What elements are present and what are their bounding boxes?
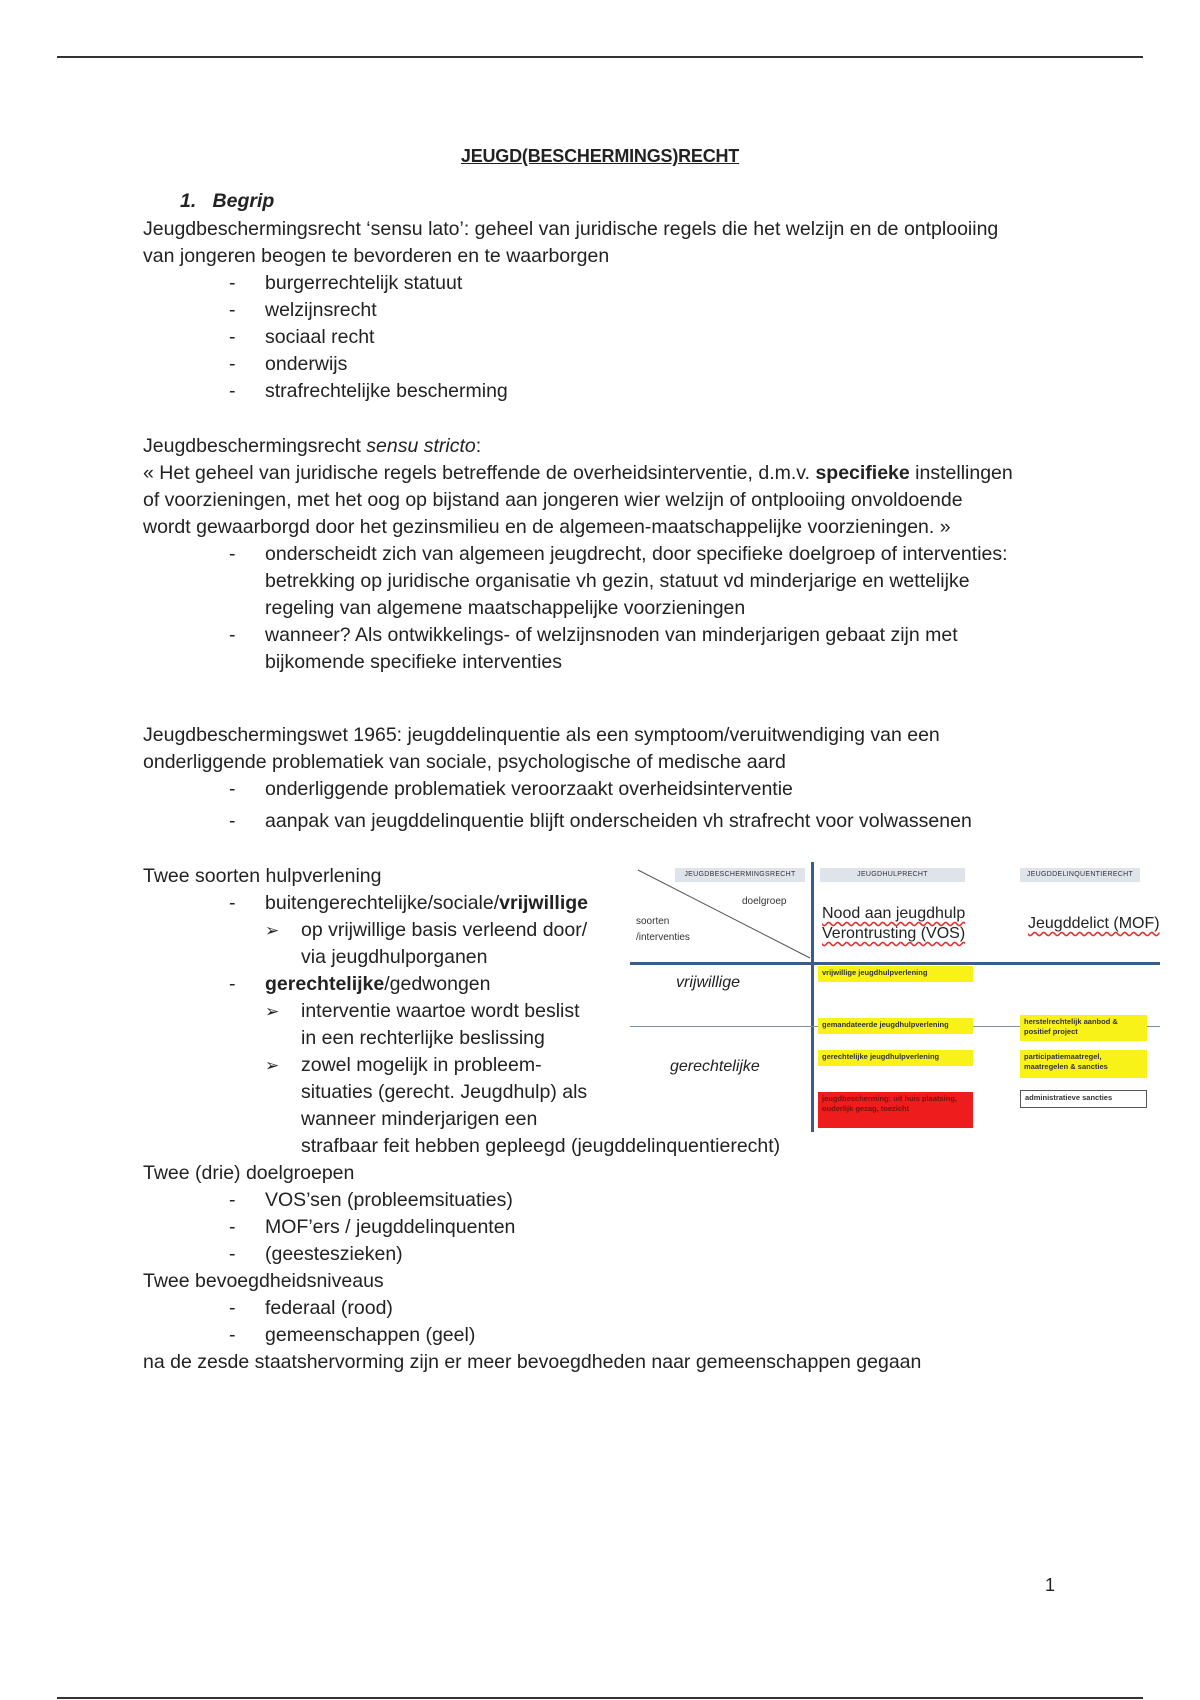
list-item: gemeenschappen (geel) — [265, 1324, 476, 1346]
stricto-bullet-1-line-1: onderscheidt zich van algemeen jeugdrecht, door specifieke doelgroep of interventies: — [265, 543, 1008, 565]
hulp-item-2: gerechtelijke/gedwongen — [265, 973, 491, 995]
doelgroepen-heading: Twee (drie) doelgroepen — [143, 1162, 355, 1184]
header-jeugdbescherming: JEUGDBESCHERMINGSRECHT — [675, 868, 805, 882]
competence-diagram — [630, 862, 1160, 1132]
box-herstelrechtelijk: herstelrechtelijk aanbod & positief project — [1020, 1015, 1147, 1041]
hulp-sub: wanneer minderjarigen een — [301, 1108, 538, 1130]
doelgroep-label: doelgroep — [742, 896, 787, 907]
section-title: Begrip — [212, 190, 275, 212]
closing-line: na de zesde staatshervorming zijn er meer bevoegdheden naar gemeenschappen gegaan — [143, 1351, 922, 1373]
list-item: onderwijs — [265, 353, 348, 375]
hulp-item-1: buitengerechtelijke/sociale/vrijwillige — [265, 892, 589, 914]
list-item: sociaal recht — [265, 326, 375, 348]
row-gerechtelijke: gerechtelijke — [670, 1058, 760, 1075]
col2-line-1: Nood aan jeugdhulp — [822, 905, 966, 922]
intro-line-2: van jongeren beogen te bevorderen en te waarborgen — [143, 245, 610, 267]
stricto-quote-2: of voorzieningen, met het oog op bijstand aan jongeren wier welzijn of ontplooiing onvoldoende — [143, 489, 963, 511]
box-federaal-jeugdbescherming: jeugdbescherming: uit huis plaatsing, ouderlijk gezag, toezicht — [818, 1092, 973, 1128]
header-jeugddelinquentie: JEUGDDELINQUENTIERECHT — [1020, 868, 1140, 882]
box-gerechtelijke-jeugdhulp: gerechtelijke jeugdhulpverlening — [818, 1050, 973, 1066]
stricto-label: Jeugdbeschermingsrecht sensu stricto: — [143, 435, 482, 457]
bullet-dash: - — [229, 353, 236, 375]
bullet-dash: - — [229, 1216, 236, 1238]
bullet-dash: - — [229, 272, 236, 294]
hulp-heading: Twee soorten hulpverlening — [143, 865, 382, 887]
list-item: federaal (rood) — [265, 1297, 393, 1319]
intro-line-1: Jeugdbeschermingsrecht ‘sensu lato’: geheel van juridische regels die het welzijn en de ontplooiing — [143, 218, 999, 240]
bullet-dash: - — [229, 1297, 236, 1319]
arrow-bullet-icon: ➢ — [265, 921, 280, 940]
hulp-sub: zowel mogelijk in probleem- — [301, 1054, 542, 1076]
bullet-dash: - — [229, 326, 236, 348]
hulp-sub: op vrijwillige basis verleend door/ — [301, 919, 588, 941]
bullet-dash: - — [229, 778, 236, 800]
interventies-label: /interventies — [636, 932, 690, 943]
list-item: burgerrechtelijk statuut — [265, 272, 463, 294]
hulp-sub: situaties (gerecht. Jeugdhulp) als — [301, 1081, 588, 1103]
list-item: VOS’sen (probleemsituaties) — [265, 1189, 513, 1211]
box-gemandateerde-jeugdhulp: gemandateerde jeugdhulpverlening — [818, 1018, 973, 1034]
bullet-dash: - — [229, 299, 236, 321]
top-rule — [57, 56, 1143, 58]
header-jeugdhulp: JEUGDHULPRECHT — [820, 868, 965, 882]
list-item: MOF’ers / jeugddelinquenten — [265, 1216, 516, 1238]
soorten-label: soorten — [636, 916, 670, 927]
page-title: JEUGD(BESCHERMINGS)RECHT — [460, 146, 740, 166]
wet1965-line-2: onderliggende problematiek van sociale, psychologische of medische aard — [143, 751, 786, 773]
bullet-dash: - — [229, 543, 236, 565]
arrow-bullet-icon: ➢ — [265, 1002, 280, 1021]
stricto-quote-3: wordt gewaarborgd door het gezinsmilieu en de algemeen-maatschappelijke voorzieningen. » — [143, 516, 951, 538]
wet1965-line-1: Jeugdbeschermingswet 1965: jeugddelinquentie als een symptoom/veruitwendiging van een — [143, 724, 940, 746]
bullet-dash: - — [229, 973, 236, 995]
bullet-dash: - — [229, 1324, 236, 1346]
hulp-sub: in een rechterlijke beslissing — [301, 1027, 545, 1049]
bullet-dash: - — [229, 1243, 236, 1265]
box-administratieve-sancties: administratieve sancties — [1020, 1090, 1147, 1108]
stricto-bullet-1-line-2: betrekking op juridische organisatie vh gezin, statuut vd minderjarige en wettelijke — [265, 570, 970, 592]
row-vrijwillige: vrijwillige — [676, 974, 741, 991]
hulp-sub: strafbaar feit hebben gepleegd (jeugddelinquentierecht) — [301, 1135, 781, 1157]
list-item: (geesteszieken) — [265, 1243, 403, 1265]
list-item: onderliggende problematiek veroorzaakt overheidsinterventie — [265, 778, 793, 800]
stricto-bullet-2-line-1: wanneer? Als ontwikkelings- of welzijnsnoden van minderjarigen gebaat zijn met — [265, 624, 958, 646]
section-number: 1. — [180, 190, 197, 212]
bullet-dash: - — [229, 810, 236, 832]
bevoegdheid-heading: Twee bevoegdheidsniveaus — [143, 1270, 384, 1292]
section-heading — [180, 190, 274, 213]
list-item: strafrechtelijke bescherming — [265, 380, 508, 402]
column-divider — [811, 862, 814, 1132]
arrow-bullet-icon: ➢ — [265, 1056, 280, 1075]
stricto-quote-1: « Het geheel van juridische regels betreffende de overheidsinterventie, d.m.v. specifieke instellingen — [143, 462, 1013, 484]
stricto-bullet-2-line-2: bijkomende specifieke interventies — [265, 651, 562, 673]
box-participatie: participatiemaatregel, maatregelen & sancties — [1020, 1050, 1147, 1078]
header-divider — [630, 962, 1160, 965]
list-item: welzijnsrecht — [265, 299, 377, 321]
bullet-dash: - — [229, 1189, 236, 1211]
bullet-dash: - — [229, 624, 236, 646]
page-number: 1 — [1045, 1575, 1056, 1595]
col3-label: Jeugddelict (MOF) — [1028, 915, 1160, 932]
bullet-dash: - — [229, 892, 236, 914]
stricto-bullet-1-line-3: regeling van algemene maatschappelijke voorzieningen — [265, 597, 746, 619]
bullet-dash: - — [229, 380, 236, 402]
box-vrijwillige-jeugdhulp: vrijwillige jeugdhulpverlening — [818, 966, 973, 982]
hulp-sub: via jeugdhulporganen — [301, 946, 488, 968]
hulp-sub: interventie waartoe wordt beslist — [301, 1000, 580, 1022]
col2-line-2: Verontrusting (VOS) — [822, 925, 966, 942]
diagonal-divider — [630, 862, 820, 962]
bottom-rule — [57, 1697, 1143, 1699]
list-item: aanpak van jeugddelinquentie blijft onderscheiden vh strafrecht voor volwassenen — [265, 810, 972, 832]
